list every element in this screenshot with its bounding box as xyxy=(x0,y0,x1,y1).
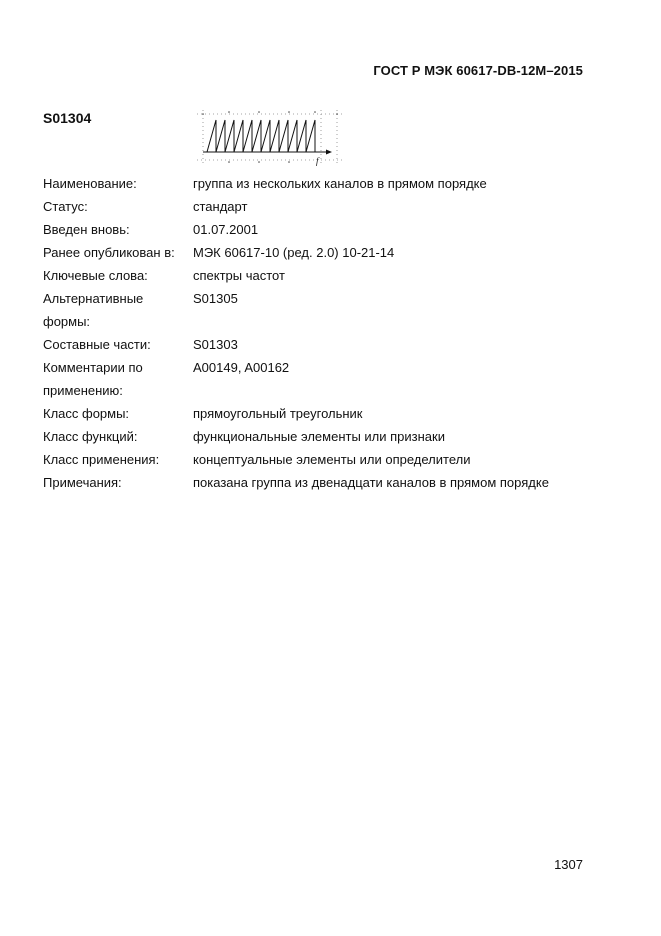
field-label: Наименование: xyxy=(43,176,137,191)
field-value: концептуальные элементы или определители xyxy=(193,452,471,467)
field-value: S01303 xyxy=(193,337,238,352)
frequency-axis-label: f xyxy=(316,156,319,166)
field-row-introduced xyxy=(43,218,563,241)
field-label: Класс применения: xyxy=(43,452,160,467)
field-value: стандарт xyxy=(193,199,248,214)
field-row-alternative-forms xyxy=(43,287,563,333)
document-header: ГОСТ Р МЭК 60617-DB-12M–2015 xyxy=(373,63,583,78)
field-row-name xyxy=(43,172,563,195)
field-value: S01305 xyxy=(193,291,238,306)
page-number: 1307 xyxy=(554,857,583,872)
field-value: группа из нескольких каналов в прямом порядке xyxy=(193,176,487,191)
field-value: A00149, A00162 xyxy=(193,360,290,375)
field-row-shape-class xyxy=(43,402,563,425)
field-value: спектры частот xyxy=(193,268,285,283)
field-label: Примечания: xyxy=(43,475,122,490)
field-label: Составные части: xyxy=(43,337,151,352)
field-value: 01.07.2001 xyxy=(193,222,259,237)
field-row-status xyxy=(43,195,563,218)
field-label: Комментарии по применению: xyxy=(43,360,143,398)
field-row-keywords xyxy=(43,264,563,287)
field-label: Ранее опубликован в: xyxy=(43,245,175,260)
field-row-function-class xyxy=(43,425,563,448)
field-label: Класс функций: xyxy=(43,429,138,444)
field-row-components xyxy=(43,333,563,356)
field-value: показана группа из двенадцати каналов в прямом порядке xyxy=(193,475,549,490)
field-label: Класс формы: xyxy=(43,406,130,421)
field-label: Статус: xyxy=(43,199,88,214)
field-value: функциональные элементы или признаки xyxy=(193,429,445,444)
field-row-previously-published xyxy=(43,241,563,264)
field-row-application-class xyxy=(43,448,563,471)
attribute-table xyxy=(43,172,563,494)
symbol-code: S01304 xyxy=(43,110,92,126)
field-label: Альтернативные формы: xyxy=(43,291,144,329)
field-row-notes xyxy=(43,471,563,494)
field-value: МЭК 60617-10 (ред. 2.0) 10-21-14 xyxy=(193,245,395,260)
field-row-application-notes xyxy=(43,356,563,402)
channel-group-symbol xyxy=(195,108,345,166)
field-value: прямоугольный треугольник xyxy=(193,406,363,421)
field-label: Введен вновь: xyxy=(43,222,130,237)
field-label: Ключевые слова: xyxy=(43,268,148,283)
